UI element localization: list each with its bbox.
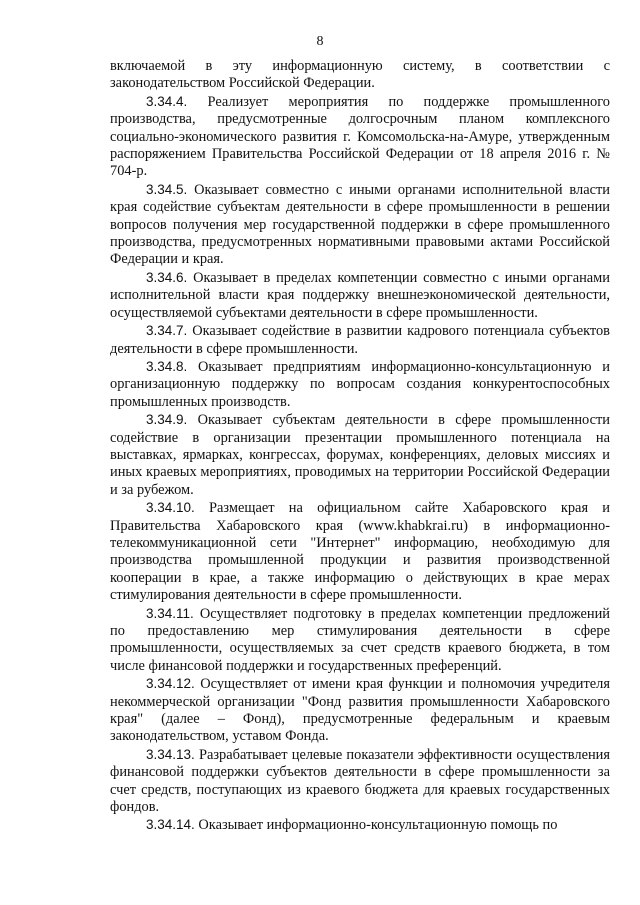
paragraph [110,746,610,817]
paragraph [110,181,610,269]
page-number: 8 [316,34,324,49]
paragraph-text: Реализует мероприятия по поддержке промышленного производства, предусмотренные долгосрочным планом комплексного социально-экономического развития г. Комсомольска-на-Амуре, утвержденным распоряжением Правительства Российской Федерации от 18 апреля 2016 г. № 704-р. [110,93,610,180]
paragraph-text: Оказывает информационно-консультационную помощь по [198,817,558,834]
paragraph [110,411,610,499]
paragraph [110,499,610,604]
paragraph [110,358,610,411]
paragraph-text: включаемой в эту информационную систему, в соответствии с законодательством Российской Федерации. [110,58,610,92]
document-body [110,58,610,835]
clause-number: 3.34.13. [146,746,195,762]
paragraph [110,675,610,746]
clause-number: 3.34.12. [146,676,195,692]
paragraph-text: Оказывает предприятиям информационно-консультационную и организационную поддержку по вопросам создания конкурентоспособных промышленных производств. [110,358,610,410]
paragraph-text: Разрабатывает целевые показатели эффективности осуществления финансовой поддержки субъектов деятельности в сфере промышленности за счет средств, поступающих из краевого бюджета для краевых государственных фондов. [110,746,610,816]
paragraph-text: Оказывает содействие в развитии кадрового потенциала субъектов деятельности в сфере промышленности. [110,323,610,357]
paragraph-text: Оказывает совместно с иными органами исполнительной власти края содействие субъектам деятельности в сфере промышленности в решении вопросов получения мер государственной поддержки в сфере промышленного производства, предусмотренных нормативными правовыми актами Российской Федерации и края. [110,181,610,268]
paragraph [110,269,610,322]
paragraph [110,322,610,358]
paragraph-text: Осуществляет от имени края функции и полномочия учредителя некоммерческой организации "Фонд развития промышленности Хабаровского края" (далее – Фонд), предусмотренные федеральным и краевым законодательством, уставом Фонда. [110,676,610,745]
clause-number: 3.34.5. [146,181,188,197]
clause-number: 3.34.9. [146,412,188,428]
clause-number: 3.34.4. [146,93,188,109]
paragraph [110,93,610,181]
paragraph-text: Размещает на официальном сайте Хабаровского края и Правительства Хабаровского края (www.khabkrai.ru) в информационно-телекоммуникационной сети "Интернет" информацию, необходимую для производства промышленной продукции и развития производственной кооперации в крае, а также информацию о действующих в крае мерах стимулирования деятельности в сфере промышленности. [110,500,610,604]
paragraph [110,816,610,834]
paragraph [110,605,610,676]
clause-number: 3.34.6. [146,269,188,285]
paragraph [110,58,610,93]
clause-number: 3.34.8. [146,358,188,374]
paragraph-text: Осуществляет подготовку в пределах компетенции предложений по предоставлению мер стимулирования деятельности в сфере промышленности, осуществляемых за счет средств краевого бюджета, в том числе финансовой поддержки и государственных преференций. [110,605,610,674]
paragraph-text: Оказывает в пределах компетенции совместно с иными органами исполнительной власти края поддержку внешнеэкономической деятельности, осуществляемой субъектами деятельности в сфере промышленности. [110,269,610,321]
clause-number: 3.34.14. [146,817,195,833]
clause-number: 3.34.7. [146,323,188,339]
clause-number: 3.34.10. [146,500,195,516]
paragraph-text: Оказывает субъектам деятельности в сфере промышленности содействие в организации презентации промышленного потенциала на выставках, ярмарках, конгрессах, форумах, конференциях, деловых миссиях и иных краевых мероприятиях, проводимых на территории Российской Федерации и за рубежом. [110,412,610,498]
clause-number: 3.34.11. [146,605,194,621]
